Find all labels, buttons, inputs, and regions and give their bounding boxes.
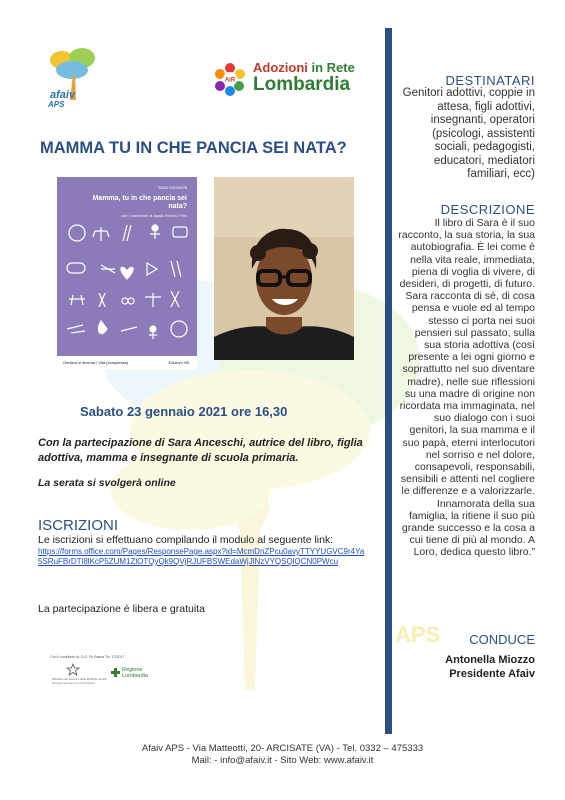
iscrizioni-heading: ISCRIZIONI [38,517,119,534]
footer-address: Afaiv APS - Via Matteotti, 20- ARCISATE (VA) - Tel. 0332 – 475333 [141,743,424,754]
book-cover-icons [61,221,193,353]
regione-lombardia-label: Regione Lombardia [122,667,148,679]
descrizione-heading: DESCRIZIONE [440,202,535,217]
book-publisher: Edizioni VB [168,360,189,365]
sponsor-ministry: Ministero del Lavoro e delle Politiche Sociali [52,677,107,681]
adozioni-line1: Adozioni in Rete [253,60,355,75]
free-participation-note: La partecipazione è libera e gratuita [38,603,205,615]
conduce-heading: CONDUCE [469,632,535,647]
adozioni-line2: Lombardia [253,74,351,95]
footer [0,743,565,767]
iscrizioni-text: Le iscrizioni si effettuano compilando il modulo al seguente link: [38,534,334,546]
conduce-name: Antonella Miozzo [445,654,535,666]
footer-contacts: Mail: - info@afaiv.it - Sito Web: www.afaiv.it [191,755,374,766]
book-cover [57,177,197,370]
adozioni-in-rete-logo [213,60,373,100]
conduce-role: Presidente Afaiv [449,668,535,680]
adozioni-flower-icon [213,62,247,96]
conduce-info [398,653,535,681]
sponsor-ministry-sub: Direzione Generale per il Terzo Settore [52,682,96,685]
descrizione-text: Il libro di Sara è il suo racconto, la sua storia, la sua autobiografia. È lei come è nella vita reale, immediata, piena di voglia di vivere, di desideri, di progetti, di futuro. Sara racconta di sé, di cosa pensa e vuole ed al tempo stesso ci porta nei suoi pensieri sul passato, sulla sua storia adottiva (così presente a lei ogni giorno e soprattutto nel suo diventare madre), nelle sue riflessioni su una madre di origine non ricordata ma immaginata, nel suo dialogo con i suoi genitori, la sua mamma e il suo papà, eterni interlocutori nel sorriso e nel dolore, consapevoli, responsabili, sensibili e attenti nel cogliere le differenze e a valorizzarle. Innamorata della sua famiglia, la ritiene il suo più grande successo e la cosa a cui tiene di più al mondo. A Loro, dedica questo libro.” [398,217,535,559]
afaiv-logo [44,44,104,114]
svg-text:afaiv: afaiv [50,89,76,101]
iscrizioni-link[interactable]: https://forms.office.com/Pages/ResponsePage.aspx?id=McmDnZPcu0avyTTYYUGVC9r4Ya5SRuFBrDTl8lKcP5ZUM1ZlOTQyQk9QVjRJUFBSWEdaWjJlNzVYQSQlQCN0PWcu [38,547,365,566]
book-subtitle: con i commenti di Agata Ronchi Felin [121,213,187,218]
adozioni-mark: AiR [224,77,236,84]
sponsor-logos [50,655,160,695]
italian-emblem-icon [66,663,80,677]
book-title: Mamma, tu in che pancia sei nata? [92,195,187,210]
author-photo [214,177,354,360]
vertical-divider [385,28,392,734]
destinatari-heading: DESTINATARI [445,73,535,88]
page-title: MAMMA TU IN CHE PANCIA SEI NATA? [40,139,347,157]
regione-lombardia-icon [110,667,121,678]
destinatari-text: Genitori adottivi, coppie in attesa, figli adottivi, insegnanti, operatori (psicologi, assistenti sociali, pedagogisti, educatori, mediatori familiari, ecc) [402,87,535,180]
event-date: Sabato 23 gennaio 2021 ore 16,30 [80,404,288,419]
afaiv-logo-caption: APS [48,100,65,109]
sponsor-contribution: Con il contributo di: D.G. Po Bassa Tin. 12/2017 [50,655,125,659]
book-author: Sara Anceschi [158,185,187,190]
book-series: Genitori si diventa / Vita (complessa) [63,360,129,365]
aps-watermark: APS [395,622,441,647]
event-participation: Con la partecipazione di Sara Anceschi, autrice del libro, figlia adottiva, mamma e insegnante di scuola primaria. [38,437,363,464]
event-online: La serata si svolgerà online [38,477,176,489]
